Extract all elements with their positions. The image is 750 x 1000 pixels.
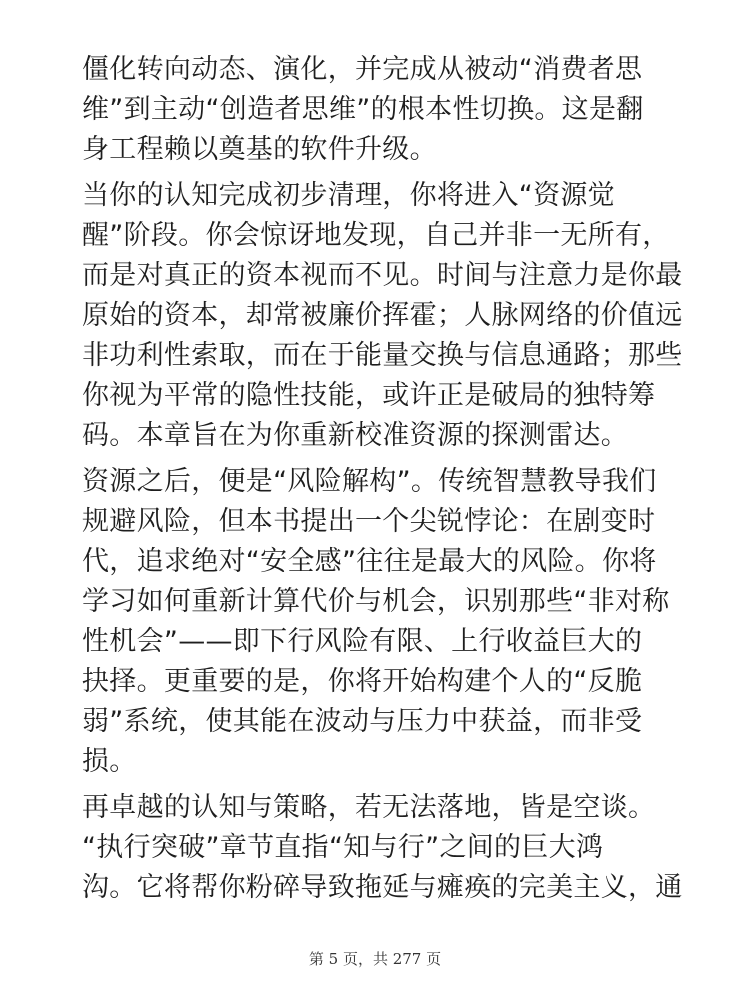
text-line: 僵化转向动态、演化，并完成从被动“消费者思 — [82, 54, 643, 85]
text-line: 性机会”——即下行风险有限、上行收益巨大的 — [82, 626, 643, 657]
text-line: “执行突破”章节直指“知与行”之间的巨大鸿 — [82, 832, 604, 863]
paragraph — [82, 462, 672, 782]
text-line: 维”到主动“创造者思维”的根本性切换。这是翻 — [82, 94, 644, 125]
text-line: 学习如何重新计算代价与机会，识别那些“非对称 — [82, 586, 670, 617]
text-line: 规避风险，但本书提出一个尖锐悖论：在剧变时 — [82, 506, 656, 537]
text-line: 码。本章旨在为你重新校准资源的探测雷达。 — [82, 420, 628, 451]
body-text — [82, 50, 683, 914]
text-line: 再卓越的认知与策略，若无法落地，皆是空谈。 — [82, 792, 656, 823]
text-line: 代，追求绝对“安全感”往往是最大的风险。你将 — [82, 546, 657, 577]
paragraph — [82, 788, 683, 908]
text-line: 而是对真正的资本视而不见。时间与注意力是你最 — [82, 260, 683, 291]
text-line: 你视为平常的隐性技能，或许正是破局的独特筹 — [82, 380, 656, 411]
text-line: 原始的资本，却常被廉价挥霍；人脉网络的价值远 — [82, 300, 683, 331]
text-line: 弱”系统，使其能在波动与压力中获益，而非受 — [82, 706, 643, 737]
text-line: 抉择。更重要的是，你将开始构建个人的“反脆 — [82, 666, 643, 697]
page-number-footer: 第 5 页，共 277 页 — [308, 950, 442, 968]
paragraph — [82, 176, 683, 456]
text-line: 身工程赖以奠基的软件升级。 — [82, 134, 437, 165]
text-line: 损。 — [82, 746, 137, 777]
text-line: 沟。它将帮你粉碎导致拖延与瘫痪的完美主义，通 — [82, 872, 683, 903]
text-line: 当你的认知完成初步清理，你将进入“资源觉 — [82, 180, 615, 211]
text-line: 资源之后，便是“风险解构”。传统智慧教导我们 — [82, 466, 657, 497]
text-line: 醒”阶段。你会惊讶地发现，自己并非一无所有， — [82, 220, 670, 251]
text-line: 非功利性索取，而在于能量交换与信息通路；那些 — [82, 340, 683, 371]
paragraph — [82, 50, 672, 170]
